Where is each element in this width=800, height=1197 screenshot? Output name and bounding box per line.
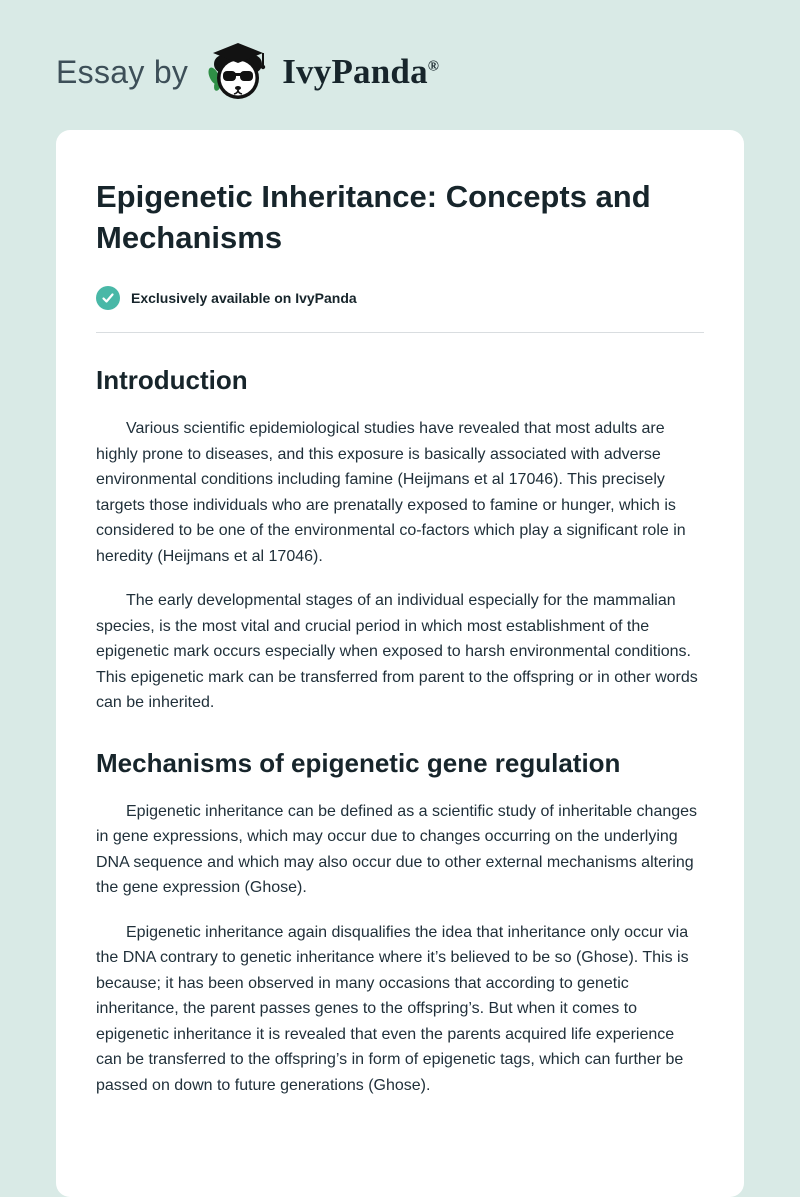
availability-label: Exclusively available on IvyPanda (131, 290, 357, 307)
section-heading-introduction: Introduction (96, 365, 248, 396)
paragraph: Various scientific epidemiological studies have revealed that most adults are highly prone to diseases, and this exposure is basically associated with adverse environmental conditions including famine (Heijmans et al 17046). This precisely targets those individuals who are prenatally exposed to famine or hunger, which is considered to be one of the environmental co-factors which play a significant role in heredity (Heijmans et al 17046). (96, 420, 686, 565)
essay-by-label: Essay by (56, 53, 189, 90)
essay-card (56, 130, 744, 1197)
availability-row (96, 286, 704, 310)
brand-name[interactable]: IvyPanda® (282, 52, 440, 91)
check-icon (96, 286, 120, 310)
site-header (0, 0, 800, 110)
section-heading-mechanisms: Mechanisms of epigenetic gene regulation (96, 747, 621, 778)
page-title: Epigenetic Inheritance: Concepts and Mechanisms (96, 179, 651, 256)
registered-mark: ® (427, 58, 440, 75)
paragraph: Epigenetic inheritance can be defined as a scientific study of inheritable changes in gene expressions, which may occur due to changes occurring on the underlying DNA sequence and which may also occur due to other external mechanisms altering the gene expression (Ghose). (96, 802, 698, 897)
paragraph: Epigenetic inheritance again disqualifies the idea that inheritance only occur via the DNA contrary to genetic inheritance where it’s believed to be so (Ghose). This is because; it has been observed in many occasions that according to genetic inheritance, the parent passes genes to the offspring’s. But when it comes to epigenetic inheritance it is revealed that even the parents acquired life experience can be transferred to the offspring’s in form of epigenetic tags, which can further be passed on down to future generations (Ghose). (96, 923, 689, 1094)
paragraph: The early developmental stages of an individual especially for the mammalian species, is the most vital and crucial period in which most establishment of the epigenetic mark occurs especially when exposed to harsh environmental conditions. This epigenetic mark can be transferred from parent to the offspring or in other words can be inherited. (96, 592, 698, 712)
panda-graduation-cap-logo[interactable] (206, 40, 270, 104)
divider (96, 332, 704, 333)
